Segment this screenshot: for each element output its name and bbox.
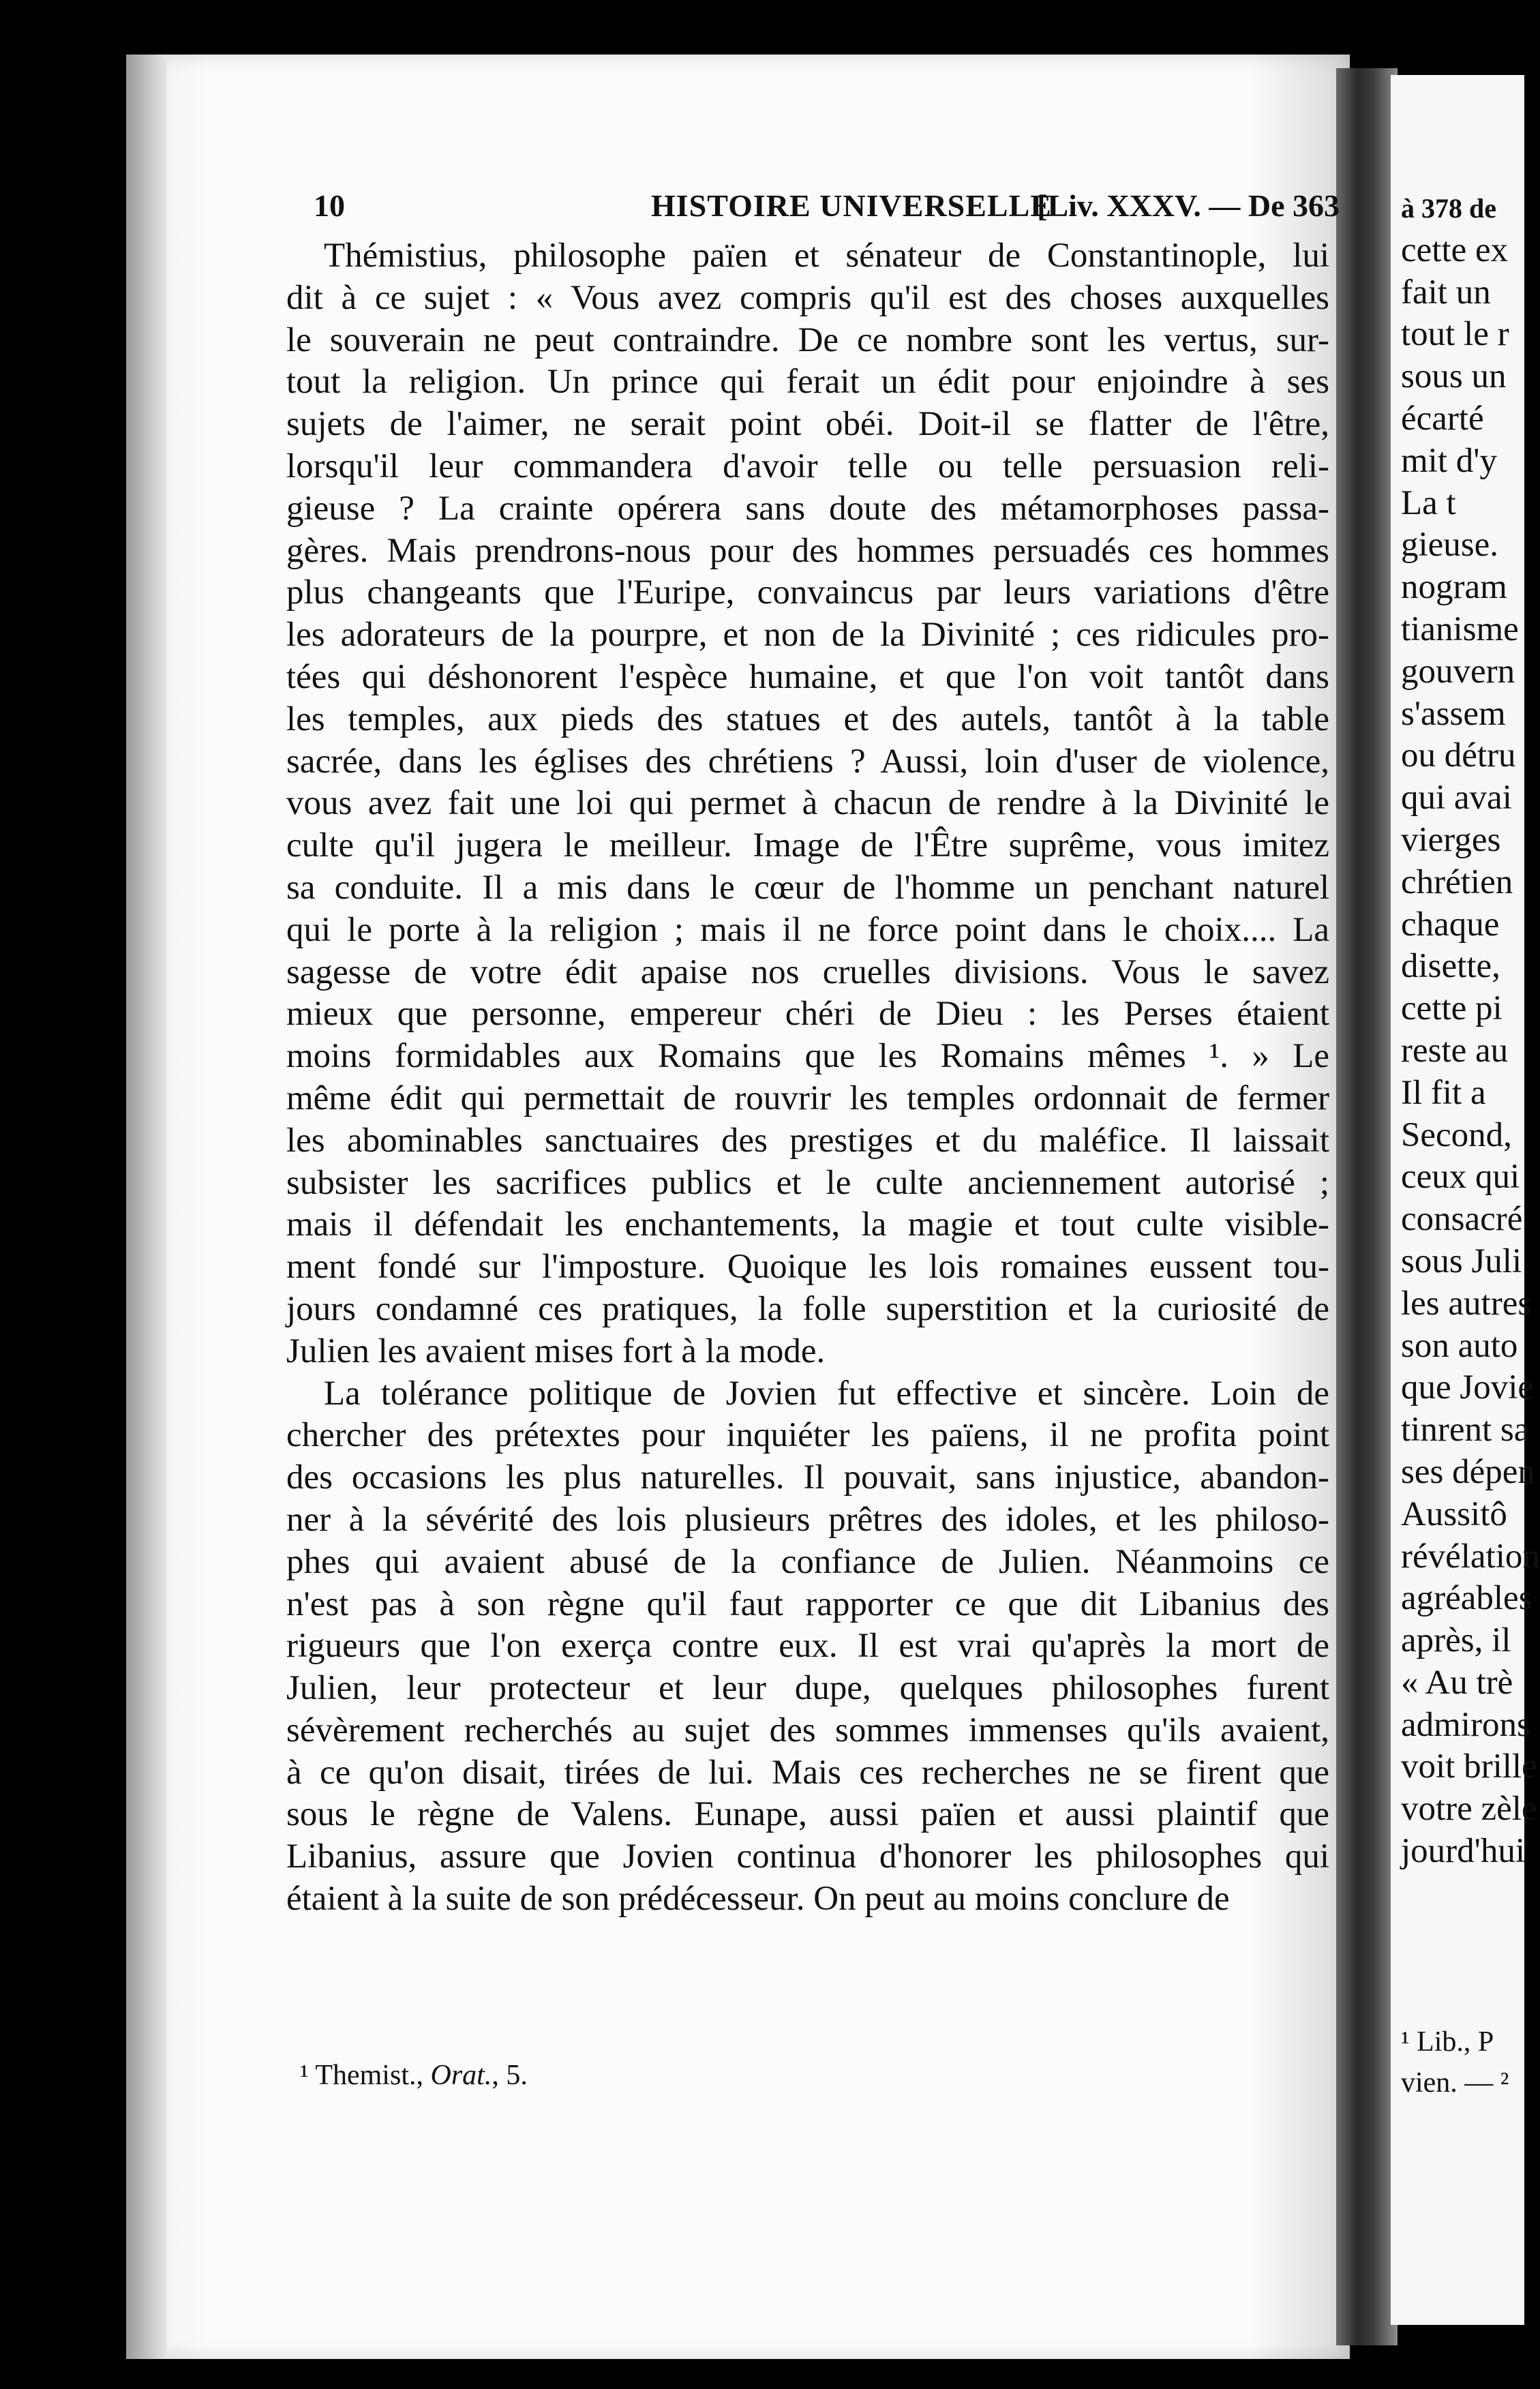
next-page-line: les autres — [1401, 1284, 1532, 1323]
next-page-line: ceux qui — [1401, 1158, 1520, 1197]
text-line: ment fondé sur l'imposture. Quoique les lois romaines eussent tou- — [286, 1248, 1329, 1287]
next-page-line: tinrent sa — [1401, 1411, 1530, 1449]
text-line: sagesse de votre édit apaise nos cruelles divisions. Vous le savez — [286, 952, 1329, 991]
text-line: sujets de l'aimer, ne serait point obéi. Doit-il se flatter de l'être, — [286, 405, 1329, 444]
text-line: sévèrement recherchés au sujet des sommes immenses qu'ils avaient, — [286, 1711, 1329, 1749]
text-line: à ce qu'on disait, tirées de lui. Mais ces recherches ne se firent que — [286, 1753, 1329, 1792]
next-page-line: son auto — [1401, 1326, 1518, 1365]
footnote-mark: ¹ — [300, 2060, 309, 2091]
text-line: des occasions les plus naturelles. Il pouvait, sans injustice, abandon- — [286, 1458, 1329, 1497]
text-line: dit à ce sujet : « Vous avez compris qu'il est des choses auxquelles — [286, 278, 1329, 317]
text-line: plus changeants que l'Euripe, convaincus par leurs variations d'être — [286, 573, 1329, 612]
next-page-line: Second, — [1401, 1115, 1512, 1154]
next-page-line: s'assem — [1401, 694, 1506, 733]
text-line: moins formidables aux Romains que les Romains mêmes ¹. » Le — [286, 1037, 1329, 1076]
text-line: étaient à la suite de son prédécesseur. On peut au moins conclure de — [286, 1880, 1230, 1919]
page-header — [314, 187, 1340, 235]
next-page-line: que Jovie — [1401, 1368, 1534, 1407]
body-text — [286, 235, 1329, 1921]
next-page-line: Il fit a — [1401, 1073, 1486, 1112]
text-line: culte qu'il jugera le meilleur. Image de l'Être suprême, vous imitez — [286, 826, 1329, 865]
next-page-header: à 378 de — [1401, 193, 1496, 224]
page-edge — [126, 55, 167, 2359]
footnote — [300, 2059, 1254, 2092]
next-page-text — [1401, 187, 1540, 1873]
next-page-line: reste au — [1401, 1031, 1509, 1070]
text-line: Julien, leur protecteur et leur dupe, quelques philosophes furent — [286, 1669, 1329, 1708]
text-line: les adorateurs de la pourpre, et non de la Divinité ; ces ridicules pro- — [286, 616, 1329, 655]
next-page-line: écarté — [1401, 399, 1484, 438]
running-title: HISTOIRE UNIVERSELLE — [651, 188, 1052, 223]
next-page-line: ou détru — [1401, 736, 1516, 775]
text-line: mieux que personne, empereur chéri de Dieu : les Perses étaient — [286, 995, 1329, 1034]
text-line: sa conduite. Il a mis dans le cœur de l'homme un penchant naturel — [286, 868, 1329, 907]
next-page-line: cette ex — [1401, 230, 1509, 269]
next-page-footnote: ¹ Lib., P — [1401, 2026, 1494, 2058]
next-page-line: « Au trè — [1401, 1663, 1513, 1702]
next-page-line: mit d'y — [1401, 441, 1497, 480]
text-line: jours condamné ces pratiques, la folle superstition et la curiosité de — [286, 1289, 1329, 1328]
text-line: Libanius, assure que Jovien continua d'honorer les philosophes qui — [286, 1837, 1329, 1876]
text-line: sous le règne de Valens. Eunape, aussi païen et aussi plaintif que — [286, 1795, 1329, 1834]
next-page-line: voit brille — [1401, 1747, 1537, 1786]
text-line: Thémistius, philosophe païen et sénateur de Constantinople, lui — [324, 237, 1329, 275]
next-page-line: chrétien — [1401, 862, 1513, 901]
book-range: [Liv. XXXV. — De 363 — [1037, 188, 1340, 223]
text-line: lorsqu'il leur commandera d'avoir telle ou telle persuasion reli- — [286, 447, 1329, 485]
next-page-line: Aussitô — [1401, 1494, 1507, 1533]
text-line: qui le porte à la religion ; mais il ne force point dans le choix.... La — [286, 910, 1329, 949]
text-line: phes qui avaient abusé de la confiance de Julien. Néanmoins ce — [286, 1542, 1329, 1581]
next-page-line: après, il — [1401, 1621, 1511, 1660]
page-number: 10 — [314, 188, 345, 223]
text-line: mais il défendait les enchantements, la magie et tout culte visible- — [286, 1205, 1329, 1244]
next-page-line: agréables — [1401, 1579, 1533, 1618]
next-page-line: disette, — [1401, 947, 1500, 986]
next-page-line: tout le r — [1401, 315, 1509, 354]
footnote-work: Orat. — [430, 2060, 492, 2091]
text-line: même édit qui permettait de rouvrir les temples ordonnait de fermer — [286, 1079, 1329, 1117]
text-line: subsister les sacrifices publics et le culte anciennement autorisé ; — [286, 1163, 1329, 1202]
next-page-line: vierges — [1401, 820, 1501, 859]
next-page-line: sous un — [1401, 357, 1507, 396]
text-line: vous avez fait une loi qui permet à chacun de rendre à la Divinité le — [286, 784, 1329, 823]
text-line: les temples, aux pieds des statues et des autels, tantôt à la table — [286, 700, 1329, 738]
text-line: rigueurs que l'on exerça contre eux. Il est vrai qu'après la mort de — [286, 1627, 1329, 1666]
footnote-ref: , 5. — [492, 2060, 528, 2091]
next-page-line: sous Juli — [1401, 1242, 1522, 1280]
next-page-line: nogram — [1401, 568, 1507, 607]
next-page-line: gouvern — [1401, 652, 1515, 691]
text-line: chercher des prétextes pour inquiéter les païens, il ne profita point — [286, 1416, 1329, 1455]
text-line: Julien les avaient mises fort à la mode. — [286, 1332, 826, 1370]
text-line: les abominables sanctuaires des prestiges et du maléfice. Il laissait — [286, 1121, 1329, 1160]
text-line: gères. Mais prendrons-nous pour des hommes persuadés ces hommes — [286, 531, 1329, 570]
text-line: le souverain ne peut contraindre. De ce nombre sont les vertus, sur- — [286, 320, 1329, 359]
next-page-line: jourd'hui — [1401, 1832, 1526, 1871]
next-page-line: consacré — [1401, 1200, 1523, 1239]
text-line: ner à la sévérité des lois plusieurs prêtres des idoles, et les philoso- — [286, 1500, 1329, 1539]
text-line: n'est pas à son règne qu'il faut rapporter ce que dit Libanius des — [286, 1584, 1329, 1623]
next-page-line: tianisme — [1401, 610, 1519, 648]
footnote-author: Themist., — [315, 2060, 423, 2091]
next-page-line: gieuse. — [1401, 526, 1499, 565]
text-line: tées qui déshonorent l'espèce humaine, et que l'on voit tantôt dans — [286, 657, 1329, 696]
text-line: La tolérance politique de Jovien fut effective et sincère. Loin de — [324, 1374, 1329, 1413]
text-line: gieuse ? La crainte opérera sans doute des métamorphoses passa- — [286, 489, 1329, 528]
next-page-line: La t — [1401, 483, 1456, 522]
next-page-line: votre zèle — [1401, 1790, 1537, 1829]
next-page-line: chaque — [1401, 905, 1500, 944]
book-gutter — [1336, 68, 1398, 2345]
next-page-line: révélation — [1401, 1537, 1540, 1576]
next-page-line: admirons — [1401, 1705, 1530, 1744]
next-page-line: cette pi — [1401, 989, 1503, 1028]
next-page-line: ses dépen — [1401, 1452, 1535, 1491]
next-page-line: qui avai — [1401, 779, 1512, 817]
text-line: tout la religion. Un prince qui ferait un édit pour enjoindre à ses — [286, 363, 1329, 402]
next-page-footnotes — [1401, 2022, 1530, 2103]
next-page-footnote: vien. — ² — [1401, 2067, 1509, 2099]
text-line: sacrée, dans les églises des chrétiens ? Aussi, loin d'user de violence, — [286, 742, 1329, 781]
next-page-line: fait un — [1401, 273, 1491, 312]
